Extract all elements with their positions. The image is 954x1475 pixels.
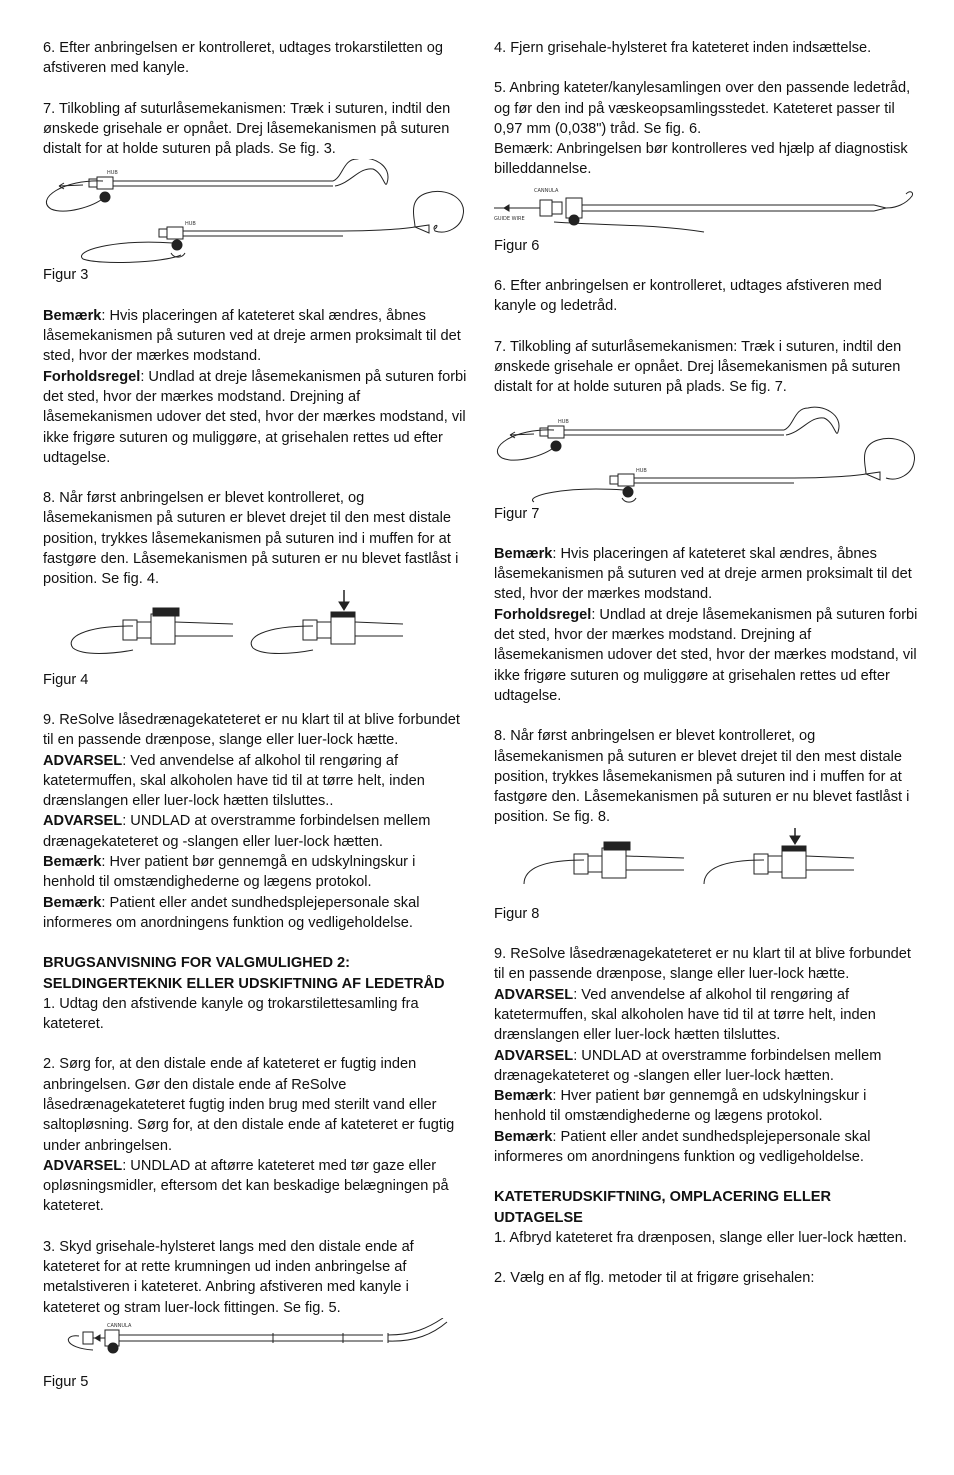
figure-5-caption: Figur 5 (43, 1373, 89, 1390)
figure-6-caption: Figur 6 (494, 237, 540, 254)
hub-top (97, 177, 113, 189)
right-step-7: 7. Tilkobling af suturlåsemekanismen: Træk i suturen, indtil den ønskede grisehale er opnået. Drej låsemekanismen på suturen distalt for at holde suturen på plads. Se fig. 7. (494, 338, 902, 396)
right-step-9: 9. ReSolve låsedrænagekateteret er nu klart til at blive forbundet til en passende drænpose, slange eller luer-lock hætte. (494, 946, 911, 983)
step-8-text: 8. Når først anbringelsen er blevet kontrolleret, og låsemekanismen på suturen er blevet drejet til den mest distale position, trykkes låsemekanismen på suturen ind i muffen for at fastgøre den. Låsemekanismen på suturen er nu blevet fastlåst i position. Se fig. 4. (43, 490, 459, 588)
right-note-1: Bemærk: Hvis placeringen af kateteret skal ændres, åbnes låsemekanismen på suturen ved at dreje armen proksimalt til det sted, hvor der mærkes modstand. (494, 545, 912, 603)
warning-1: ADVARSEL: Ved anvendelse af alkohol til rengøring af katetermuffen, skal alkoholen have tid til at tørre helt, inden drænslangen eller luer-lock hætten tilsluttes.. (43, 752, 425, 810)
seldinger-step-3: 3. Skyd grisehale-hylsteret langs med den distale ende af kateteret for at rette krumningen ud inden anbringelse af metalstiveren i kateteret. Anbring afstiveren med kanyle i kateteret og stram luer-lock fittingen. Se fig. 5. (43, 1238, 414, 1316)
fig5-cannula-label: CANNULA (107, 1322, 132, 1329)
right-caution-1: Forholdsregel: Undlad at dreje låsemekanismen på suturen forbi det sted, hvor der mærkes modstand. Drejning af låsemekanismen udover det sted, hvor der mærkes modstand, vil ikke frigøre suturen og muliggøre at grisehalen rettes ud efter udtagelse. (494, 606, 918, 704)
right-note-3: Bemærk: Patient eller andet sundhedsplejepersonale skal informeres om anordningens funktion og vedligeholdelse. (494, 1128, 871, 1165)
seldinger-step-4: 4. Fjern grisehale-hylsteret fra kateteret inden indsættelse. (494, 40, 872, 56)
seldinger-step-5-note: Bemærk: Anbringelsen bør kontrolleres ved hjælp af diagnostisk billeddannelse. (494, 141, 908, 178)
figure-4-caption: Figur 4 (43, 671, 89, 688)
section-heading-option-2: BRUGSANVISNING FOR VALGMULIGHED 2: SELDINGERTEKNIK ELLER UDSKIFTNING AF LEDETRÅD (43, 955, 445, 992)
fig3-hub-label-2: HUB (185, 221, 196, 228)
fig7-hub-label-2: HUB (636, 467, 647, 474)
section-heading-replacement: KATETERUDSKIFTNING, OMPLACERING ELLER UDTAGELSE (494, 1189, 832, 1226)
figure-7 (494, 398, 918, 504)
figure-3 (43, 159, 467, 265)
figure-5 (43, 1318, 467, 1372)
pigtail-bottom (343, 192, 464, 233)
step-7-text: 7. Tilkobling af suturlåsemekanismen: Træk i suturen, indtil den ønskede grisehale er opnået. Drej låsemekanismen på suturen distalt for at holde suturen på plads. Se fig. 3. (43, 100, 451, 158)
seldinger-step-2: 2. Sørg for, at den distale ende af kateteret er fugtig inden anbringelsen. Gør den distale ende af ReSolve låsedrænagekateteret fugtig inden brug med sterilt vand eller saltopløsning. Sørg for, at den distale ende af kateteret er fugtig under anbringelsen. (43, 1056, 455, 1154)
right-column (494, 38, 918, 1288)
fig6-cannula-label: CANNULA (534, 187, 559, 194)
seldinger-step-1: 1. Udtag den afstivende kanyle og trokarstilettesamling fra kateteret. (43, 995, 419, 1033)
note-2: Bemærk: Hver patient bør gennemgå en udskylningskur i henhold til omstændighederne og lægens protokol. (43, 854, 416, 891)
replacement-step-1: 1. Afbryd kateteret fra drænposen, slange eller luer-lock hætten. (494, 1229, 907, 1246)
warning-3: ADVARSEL: UNDLAD at aftørre kateteret med tør gaze eller opløsningsmidler, eftersom det kan beskadige belægningen på kateteret. (43, 1157, 449, 1215)
figure-6 (494, 180, 918, 236)
fig3-hub-label-1: HUB (107, 170, 118, 177)
figure-8-caption: Figur 8 (494, 905, 540, 922)
figure-4 (43, 590, 467, 670)
right-step-6: 6. Efter anbringelsen er kontrolleret, udtages afstiveren med kanyle og ledetråd. (494, 278, 882, 315)
figure-7-caption: Figur 7 (494, 505, 540, 522)
fig4-lock-open (151, 614, 175, 644)
replacement-step-2: 2. Vælg en af flg. metoder til at frigøre grisehalen: (494, 1270, 815, 1287)
pigtail-top (333, 159, 388, 186)
fig6-guidewire-label: GUIDE WIRE (494, 215, 525, 222)
fig4-lock-closed (331, 614, 355, 644)
lock-top (100, 192, 110, 202)
step-9-text: 9. ReSolve låsedrænagekateteret er nu klart til at blive forbundet til en passende drænpose, slange eller luer-lock hætte. (43, 711, 460, 749)
fig7-hub-label-1: HUB (558, 418, 569, 425)
caution-1: Forholdsregel: Undlad at dreje låsemekanismen på suturen forbi det sted, hvor der mærkes modstand. Drejning af låsemekanismen udover det sted, hvor der mærkes modstand, vil ikke frigøre suturen og muliggøre, at grisehalen rettes ud efter udtagelse. (43, 368, 467, 466)
note-3: Bemærk: Patient eller andet sundhedsplejepersonale skal informeres om anordningens funktion og vedligeholdelse. (43, 894, 420, 931)
left-column (43, 38, 467, 1392)
lock-bottom (172, 240, 182, 250)
right-warning-2: ADVARSEL: UNDLAD at overstramme forbindelsen mellem drænagekateteret og -slangen eller luer-lock hætten. (494, 1047, 882, 1084)
note-1: Bemærk: Hvis placeringen af kateteret skal ændres, åbnes låsemekanismen på suturen ved at dreje armen proksimalt til det sted, hvor der mærkes modstand. (43, 307, 461, 365)
right-warning-1: ADVARSEL: Ved anvendelse af alkohol til rengøring af katetermuffen, skal alkoholen have tid til at tørre helt, inden drænslangen eller luer-lock hætten tilsluttes. (494, 986, 876, 1044)
suture-line-bottom (81, 243, 181, 263)
step-6-text: 6. Efter anbringelsen er kontrolleret, udtages trokarstiletten og afstiveren med kanyle. (43, 40, 443, 77)
right-step-8: 8. Når først anbringelsen er blevet kontrolleret, og låsemekanismen på suturen er blevet drejet til den mest distale position, trykkes låsemekanismen på suturen ind i muffen for at fastgøre den. Låsemekanismen på suturen er nu blevet fastlåst i position. Se fig. 8. (494, 728, 910, 826)
figure-3-caption: Figur 3 (43, 267, 89, 284)
hub-bottom (167, 227, 183, 239)
warning-2: ADVARSEL: UNDLAD at overstramme forbindelsen mellem drænagekateteret og -slangen eller luer-lock hætten. (43, 813, 431, 850)
figure-8 (494, 828, 918, 904)
seldinger-step-5: 5. Anbring kateter/kanylesamlingen over den passende ledetråd, og før den ind på væskeopsamlingsstedet. Kateteret passer til 0,97 mm (0,038") tråd. Se fig. 6. (494, 80, 911, 137)
right-note-2: Bemærk: Hver patient bør gennemgå en udskylningskur i henhold til omstændighederne og lægens protokol. (494, 1088, 867, 1125)
